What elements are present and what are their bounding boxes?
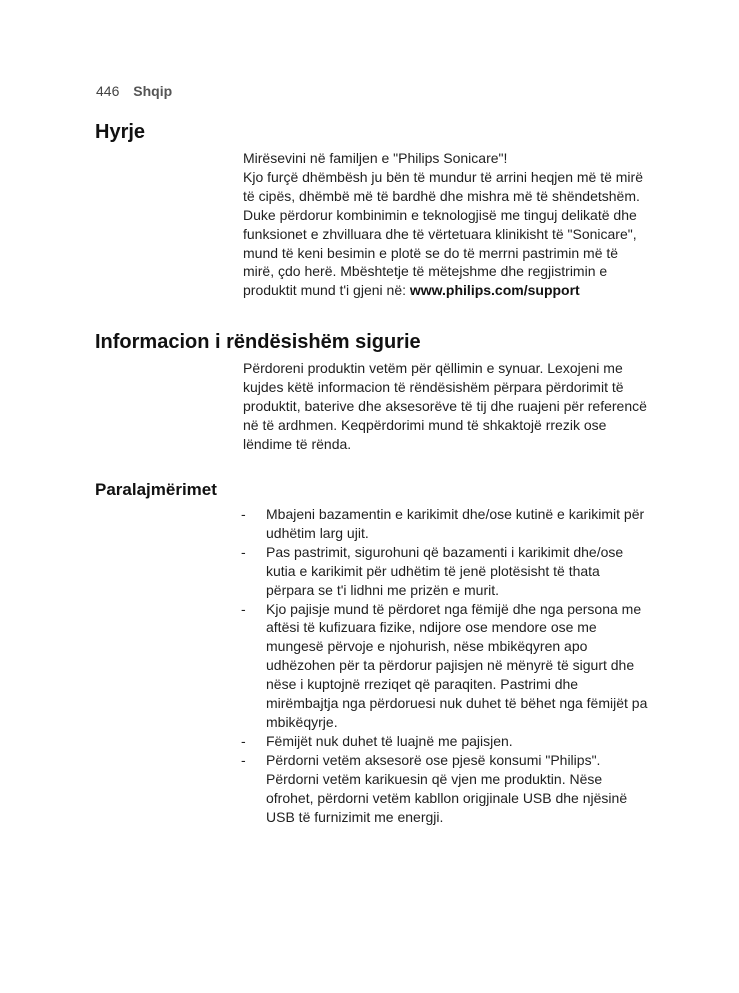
list-item: [241, 732, 651, 751]
dash-bullet: -: [241, 543, 246, 560]
intro-heading: Hyrje: [95, 121, 146, 143]
warnings-heading: Paralajmërimet: [95, 480, 217, 499]
language-label: Shqip: [133, 83, 173, 99]
list-item: [241, 751, 651, 827]
page-number: 446: [96, 83, 120, 99]
intro-paragraph-text: Kjo furçë dhëmbësh ju bën të mundur të arrini heqjen më të mirë të cipës, dhëmbë më të bardhë dhe mishra më të shëndetshëm. Duke përdorur kombinimin e teknologjisë me tinguj delikatë dhe funksionet e zhvilluara dhe të vërtetuara klinikisht të "Sonicare", mund të keni besimin e plotë se do të merrni pastrimin më të mirë, çdo herë. Mbështetje të mëtejshme dhe regjistrimin e produktit mund t'i gjeni në:: [243, 168, 643, 299]
dash-bullet: -: [241, 506, 246, 522]
safety-heading: Informacion i rëndësishëm sigurie: [95, 331, 421, 353]
welcome-text: Mirësevini në familjen e "Philips Sonicare"!: [243, 150, 508, 166]
warning-text: Fëmijët nuk duhet të luajnë me pajisjen.: [266, 732, 513, 749]
dash-bullet: -: [241, 751, 246, 768]
warning-text: Kjo pajisje mund të përdoret nga fëmijë dhe nga persona me aftësi të kufizuara fizike, ndijore ose mendore ose me mungesë përvoje e njohurish, nëse mbikëqyren apo udhëzohen për ta përdorur pajisjen në mënyrë të sigurt dhe nëse i kuptojnë rreziqet që paraqiten. Pastrimi dhe mirëmbajtja nga përdoruesi nuk duhet të bëhet nga fëmijët pa mbikëqyrje.: [266, 600, 648, 730]
support-link[interactable]: www.philips.com/support: [409, 282, 580, 299]
list-item: [241, 543, 651, 600]
intro-paragraph: [243, 168, 647, 300]
list-item: [241, 600, 651, 732]
safety-section: [243, 359, 647, 454]
warnings-list: [241, 505, 651, 826]
dash-bullet: -: [241, 600, 246, 617]
list-item: [241, 505, 651, 543]
safety-paragraph: Përdoreni produktin vetëm për qëllimin e synuar. Lexojeni me kujdes këtë informacion të rëndësishëm përpara përdorimit të produktit, baterive dhe aksesorëve të tij dhe ruajeni për referencë në të ardhmen. Keqpërdorimi mund të shkaktojë rrezik ose lëndime të rënda.: [243, 360, 647, 452]
intro-section: [243, 149, 647, 300]
warning-text: Përdorni vetëm aksesorë ose pjesë konsumi "Philips". Përdorni vetëm karikuesin që vjen me produktin. Nëse ofrohet, përdorni vetëm kabllon origjinale USB dhe njësinë USB të furnizimit me energji.: [266, 751, 628, 825]
dash-bullet: -: [241, 732, 246, 749]
page-header: [96, 83, 172, 99]
warning-text: Pas pastrimit, sigurohuni që bazamenti i karikimit dhe/ose kutia e karikimit për udhëtim të jenë plotësisht të thata përpara se t'i lidhni me prizën e murit.: [266, 543, 624, 598]
warning-text: Mbajeni bazamentin e karikimit dhe/ose kutinë e karikimit për udhëtim larg ujit.: [266, 506, 645, 541]
